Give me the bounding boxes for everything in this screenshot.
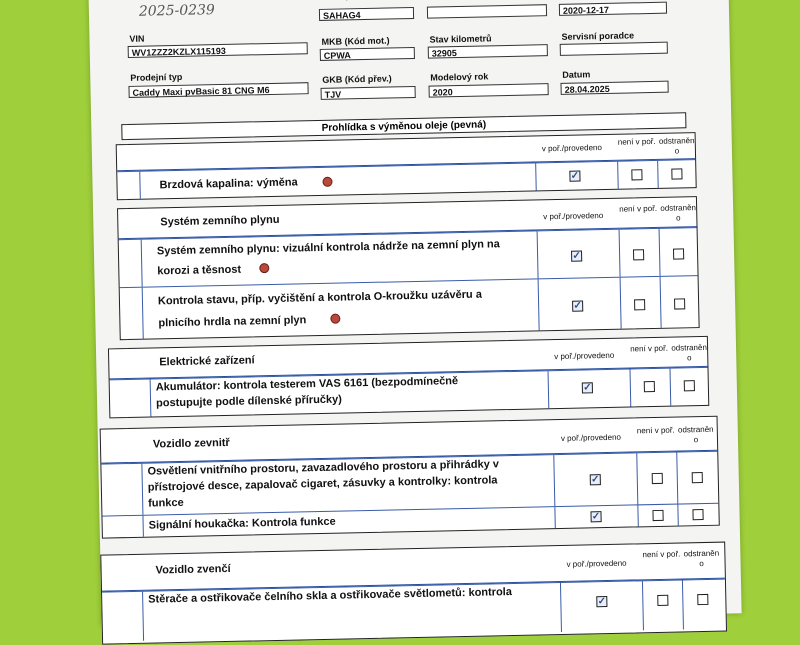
- checkbox-removed[interactable]: [673, 248, 684, 259]
- checkbox-removed[interactable]: [671, 168, 682, 179]
- registracni-znacka-field: [427, 4, 547, 19]
- prodejni-typ-label: [321, 0, 373, 1]
- critical-marker-icon: [330, 314, 340, 324]
- modelovy-rok-label: Modelový rok: [430, 71, 489, 83]
- row-text: Osvětlení vnitřního prostoru, zavazadlového prostoru a přihrádky v: [147, 458, 500, 478]
- col-not-header: není v poř.: [642, 549, 681, 560]
- col-done-header: v poř./provedeno: [554, 350, 615, 362]
- mkb-label: MKB (Kód mot.): [321, 35, 390, 47]
- col-removed-header: odstraněn o: [660, 203, 697, 223]
- table-row: [102, 579, 726, 642]
- checkbox-not-ok[interactable]: [652, 510, 663, 521]
- col-removed-header: odstraněn o: [671, 342, 707, 363]
- col-not-header: není v poř.: [630, 343, 669, 354]
- row-text: Akumulátor: kontrola testerem VAS 6161 (bezpodmínečně: [155, 375, 459, 394]
- checkbox-done[interactable]: ✓: [597, 596, 607, 608]
- section-interior: [100, 416, 720, 539]
- poradce-field: [560, 42, 668, 56]
- checkbox-removed[interactable]: [684, 380, 695, 391]
- vin-label: VIN: [129, 33, 145, 44]
- col-done-header: v poř./provedeno: [560, 432, 622, 443]
- prodejni-typ2-value: Caddy Maxi pvBasic 81 CNG M6: [128, 82, 308, 98]
- handwritten-order-number: 2025-0239: [138, 2, 216, 20]
- stav-km-label: Stav kilometrů: [429, 33, 492, 45]
- inspection-sheet: [88, 0, 741, 627]
- section-title: Systém zemního plynu: [160, 213, 280, 229]
- prodejni-typ2-label: Prodejní typ: [130, 71, 183, 83]
- section-title: Vozidlo zvenčí: [155, 562, 231, 577]
- gkb-value: TJV: [321, 86, 416, 100]
- checkbox-not-ok[interactable]: [652, 473, 663, 484]
- col-removed-header: odstraněn o: [677, 424, 714, 445]
- row-text-line2: korozi a těsnost: [157, 263, 242, 278]
- checkbox-not-ok[interactable]: [634, 299, 645, 310]
- datum-value: 28.04.2025: [560, 81, 668, 95]
- col-not-header: není v poř.: [617, 136, 656, 147]
- row-text-line2: plnicího hrdla na zemní plyn: [158, 314, 307, 330]
- col-not-header: není v poř.: [619, 203, 658, 214]
- row-text-line2: přístrojové desce, zapalovač cigaret, zásuvky a kontrolky: kontrola: [147, 474, 498, 494]
- registrace-value: 2020-12-17: [559, 2, 667, 16]
- col-done-header: v poř./provedeno: [543, 211, 604, 222]
- checkbox-done[interactable]: ✓: [573, 300, 582, 312]
- section-title: Vozidlo zevnitř: [152, 436, 230, 451]
- mkb-value: CPWA: [320, 47, 415, 61]
- checkbox-not-ok[interactable]: [644, 381, 655, 392]
- critical-marker-icon: [259, 263, 269, 273]
- checkbox-done[interactable]: ✓: [572, 250, 581, 262]
- row-text: Kontrola stavu, příp. vyčištění a kontrola O-kroužku uzávěru a: [157, 288, 482, 308]
- checkbox-done[interactable]: ✓: [570, 170, 580, 182]
- section-exterior: [100, 542, 727, 645]
- col-not-header: není v poř.: [636, 425, 675, 436]
- stav-km-value: 32905: [428, 44, 548, 59]
- checkbox-not-ok[interactable]: [631, 169, 642, 180]
- checkbox-done[interactable]: ✓: [583, 382, 592, 394]
- vin-value: WV1ZZZ2KZLX115193: [128, 42, 308, 58]
- row-text-line2: postupujte podle dílenské příručky): [155, 393, 343, 410]
- datum-label: Datum: [562, 69, 591, 80]
- modelovy-rok-value: 2020: [429, 83, 549, 98]
- section-brake: [116, 132, 697, 200]
- row-text-line3: funkce: [148, 496, 184, 510]
- row-text: Systém zemního plynu: vizuální kontrola nádrže na zemní plyn na: [156, 238, 500, 258]
- row-text: Stěrače a ostřikovače čelního skla a ostřikovače světlometů: kontrola: [148, 586, 513, 606]
- checkbox-removed[interactable]: [674, 298, 685, 309]
- checkbox-not-ok[interactable]: [657, 595, 668, 606]
- row-text: Brzdová kapalina: výměna: [159, 176, 298, 192]
- checkbox-not-ok[interactable]: [633, 249, 644, 260]
- table-row: [120, 275, 699, 339]
- checkbox-removed[interactable]: [692, 472, 703, 483]
- critical-marker-icon: [322, 177, 332, 187]
- section-title: Elektrické zařízení: [159, 354, 255, 369]
- section-electrical: [108, 336, 709, 419]
- poradce-label: Servisní poradce: [561, 30, 635, 42]
- col-done-header: v poř./provedeno: [541, 143, 602, 154]
- row-text: Signální houkačka: Kontrola funkce: [148, 515, 336, 532]
- checkbox-done[interactable]: ✓: [591, 511, 601, 523]
- checkbox-removed[interactable]: [692, 509, 703, 520]
- checkbox-done[interactable]: ✓: [590, 474, 600, 486]
- col-removed-header: odstraněn o: [683, 548, 720, 569]
- section-gas-system: [117, 196, 700, 340]
- gkb-label: GKB (Kód přev.): [322, 73, 392, 85]
- col-removed-header: odstraněn o: [658, 136, 695, 156]
- col-done-header: v poř./provedeno: [566, 558, 627, 569]
- prodejni-typ-code: SAHAG4: [319, 7, 414, 21]
- inspection-title: Prohlídka s výměnou oleje (pevná): [121, 112, 686, 140]
